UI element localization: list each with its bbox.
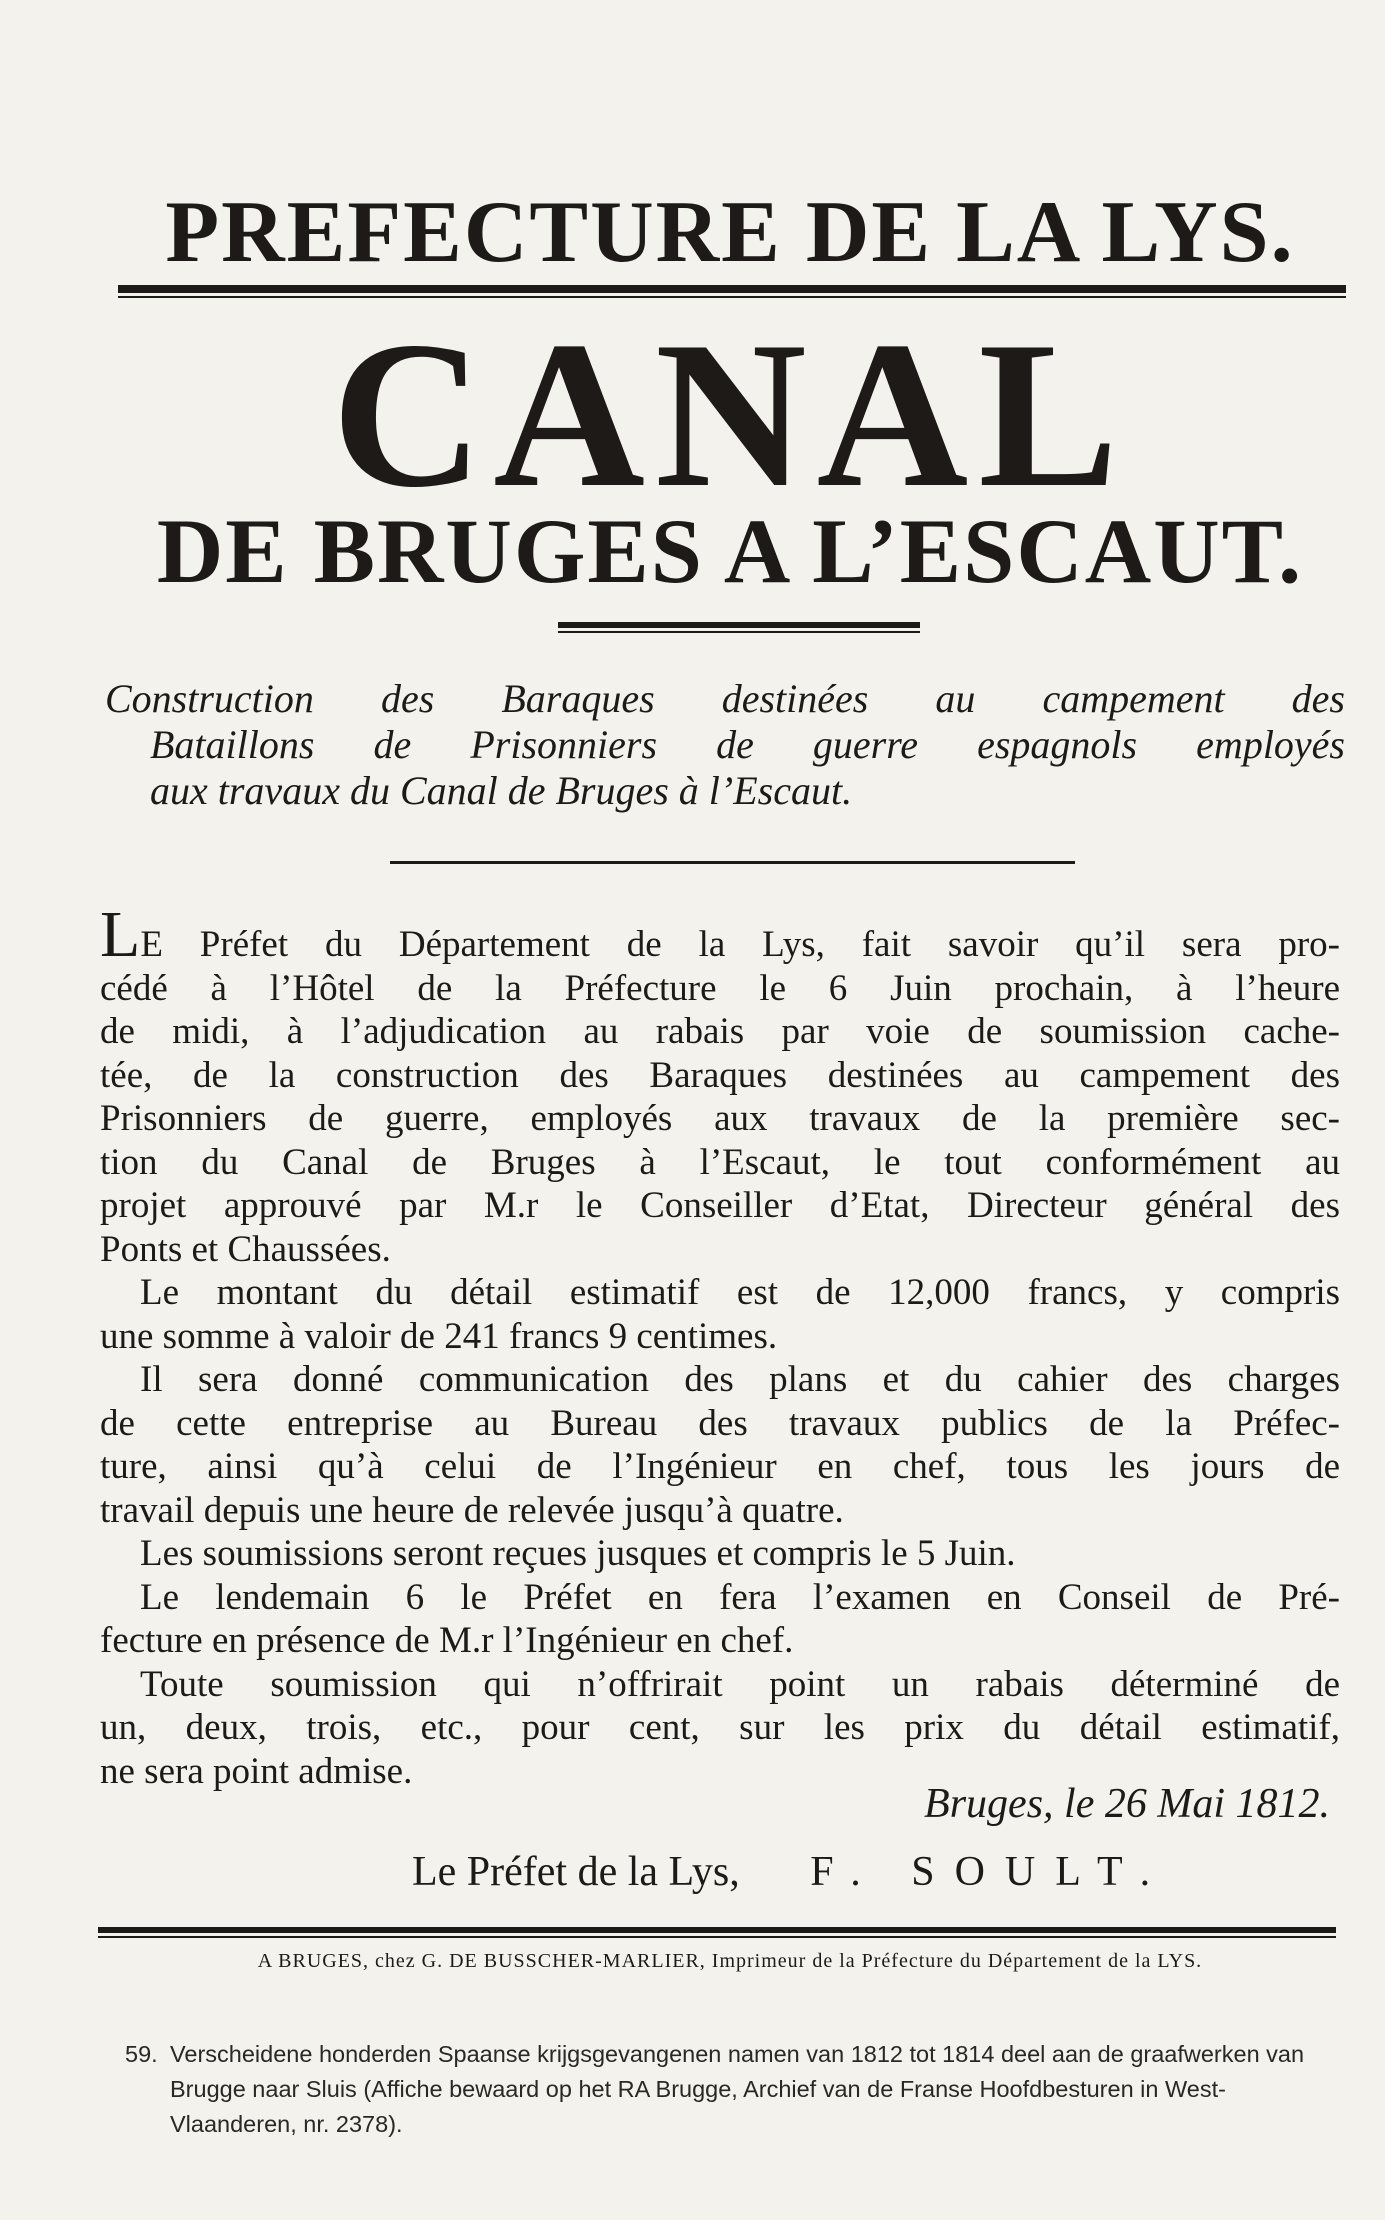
- body-line: Ponts et Chaussées.: [100, 1228, 391, 1270]
- canal-subtitle: DE BRUGES A L’ESCAUT.: [156, 500, 1304, 602]
- subtitle-rule-thin: [558, 631, 920, 633]
- intro-paragraph: [105, 676, 1345, 814]
- body-line: une somme à valoir de 241 francs 9 centimes.: [100, 1315, 778, 1357]
- footer-rule-thin: [98, 1936, 1336, 1938]
- body-line: travail depuis une heure de relevée jusqu’à quatre.: [100, 1489, 844, 1531]
- body-line: ne sera point admise.: [100, 1750, 413, 1792]
- canal-title: CANAL: [331, 299, 1129, 531]
- dateline: Bruges, le 26 Mai 1812.: [924, 1781, 1330, 1827]
- body-line: Il sera donné communication des plans et du cahier des charges: [140, 1359, 1340, 1400]
- body-line: Le montant du détail estimatif est de 12,000 francs, y compris: [140, 1272, 1340, 1313]
- body-line: E Préfet du Département de la Lys, fait savoir qu’il sera pro-: [140, 924, 1340, 965]
- body-line: Le lendemain 6 le Préfet en fera l’examen en Conseil de Pré-: [140, 1576, 1340, 1618]
- intro-line: aux travaux du Canal de Bruges à l’Escaut.: [150, 768, 853, 813]
- intro-rule: [390, 861, 1075, 864]
- signature-name: F. SOULT.: [810, 1849, 1171, 1895]
- body-line: de cette entreprise au Bureau des travaux publics de la Préfec-: [100, 1402, 1340, 1444]
- body-line: projet approuvé par M.r le Conseiller d’Etat, Directeur général des: [100, 1185, 1340, 1226]
- body-line: Prisonniers de guerre, employés aux travaux de la première sec-: [100, 1098, 1340, 1139]
- subtitle-rule-thick: [558, 622, 920, 628]
- body-line: tée, de la construction des Baraques destinées au campement des: [100, 1054, 1340, 1096]
- signature: [412, 1848, 1312, 1896]
- notice-body: [100, 898, 1340, 1793]
- body-line: un, deux, trois, etc., pour cent, sur les prix du détail estimatif,: [100, 1707, 1340, 1748]
- caption-text: Verscheidene honderden Spaanse krijgsgevangenen namen van 1812 tot 1814 deel aan de graafwerken van Brugge naar Sluis (Affiche bewaard op het RA Brugge, Archief van de Franse Hoofdbesturen in West-Vlaanderen, nr. 2378).: [170, 2041, 1305, 2137]
- signature-title: Le Préfet de la Lys,: [412, 1849, 740, 1895]
- drop-cap: L: [100, 898, 141, 971]
- body-line: tion du Canal de Bruges à l’Escaut, le tout conformément au: [100, 1141, 1340, 1183]
- body-line: cédé à l’Hôtel de la Préfecture le 6 Juin prochain, à l’heure: [100, 967, 1340, 1009]
- figure-caption: [125, 2037, 1305, 2142]
- caption-number: 59.: [125, 2041, 158, 2067]
- intro-line: Bataillons de Prisonniers de guerre espagnols employés: [150, 722, 1345, 767]
- body-line: Toute soumission qui n’offrirait point un rabais déterminé de: [140, 1663, 1340, 1705]
- printer-imprint: A BRUGES, chez G. DE BUSSCHER-MARLIER, Imprimeur de la Préfecture du Département de la LYS.: [257, 1950, 1203, 1972]
- heading-rule-thin: [118, 296, 1346, 298]
- body-line-first: [100, 898, 1340, 971]
- body-line: fecture en présence de M.r l’Ingénieur en chef.: [100, 1620, 794, 1661]
- body-line: de midi, à l’adjudication au rabais par voie de soumission cache-: [100, 1011, 1340, 1052]
- prefecture-heading: PREFECTURE DE LA LYS.: [165, 184, 1295, 281]
- footer-rule-thick: [98, 1927, 1336, 1933]
- body-line: ture, ainsi qu’à celui de l’Ingénieur en chef, tous les jours de: [100, 1446, 1340, 1487]
- intro-line: Construction des Baraques destinées au campement des: [105, 676, 1345, 721]
- heading-rule-thick: [118, 285, 1346, 293]
- body-line: Les soumissions seront reçues jusques et compris le 5 Juin.: [140, 1533, 1016, 1574]
